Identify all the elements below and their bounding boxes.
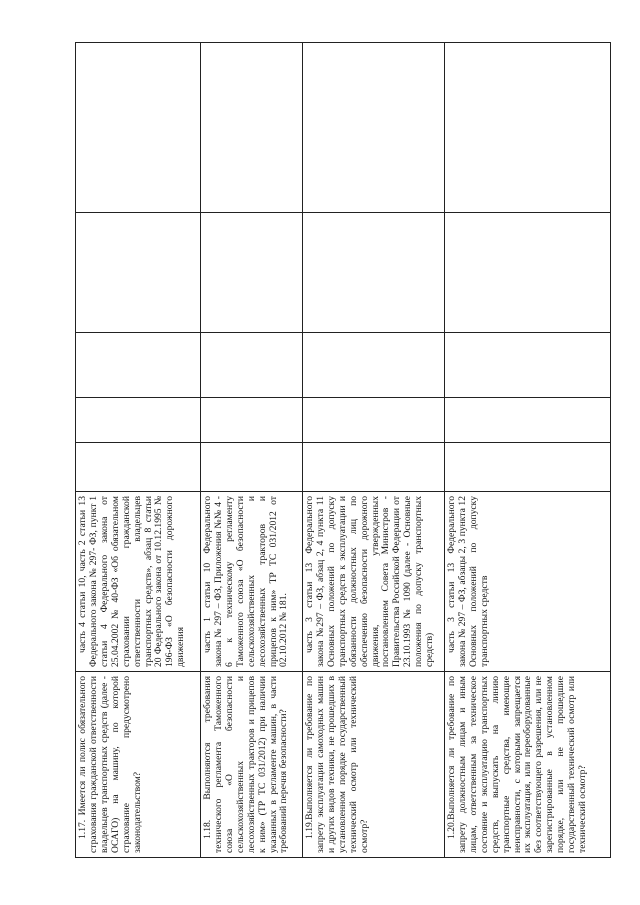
table-row xyxy=(445,43,611,858)
empty-cell xyxy=(76,443,201,492)
empty-cell xyxy=(201,213,303,333)
table-row xyxy=(76,43,201,858)
empty-cell xyxy=(201,333,303,398)
empty-cell xyxy=(201,43,303,213)
reference-text: часть 3 статьи 13 Федерального закона №297 – ФЗ, абзац 2, 4 пункта 11 Основных положений по допуску транспортных средств к эксплуатации и обязанности должностных лиц по обеспечению безопасности дорожного движения, утвержденных постановлением Совета Министров - Правительства Российской Федерации от 23.10.1993 № 1090 (далее - Основные положения по допуску транспортных средств) xyxy=(304,496,436,667)
table-row xyxy=(303,43,445,858)
empty-cell xyxy=(303,333,445,398)
rotated-table-wrapper xyxy=(75,43,610,858)
reference-cell xyxy=(201,492,303,672)
empty-cell xyxy=(445,333,611,398)
question-cell xyxy=(201,672,303,858)
reference-cell xyxy=(76,492,201,672)
empty-cell xyxy=(303,398,445,443)
question-cell xyxy=(445,672,611,858)
empty-cell xyxy=(201,398,303,443)
empty-cell xyxy=(445,398,611,443)
question-text: 1.17. Имеется ли полис обязательного страхования гражданской ответственности владельцев транспортных средств (далее - ОСАГО) на машину, по которой страхование предусмотрено законодательством? xyxy=(77,676,143,853)
empty-cell xyxy=(303,43,445,213)
question-text: 1.18. Выполняются требования технического регламента Таможенного союза «О безопасности сельскохозяйственных и лесохозяйственных тракторов и прицепов к ним» (ТР ТС 031/2012) при наличии указанных в регламенте машин, в части требований перечня безопасности? xyxy=(202,676,290,853)
reference-text: часть 3 статьи 13 Федерального закона № 297 – ФЗ, абзацы 2, 3 пункта 12 Основных положений по допуску транспортных средств xyxy=(446,496,490,667)
question-text: 1.20.Выполняется ли требование по запрету должностным лицам и иным лицам, ответственным за техническое состояние и эксплуатацию транспортных средств, выпускать на линию транспортные средства, имеющие неисправности, с которыми запрещается их эксплуатация, или переоборудованные без соответствующего разрешения, или не зарегистрированные в установленном порядке, или не прошедшие государственный технический осмотр или технический осмотр? xyxy=(446,676,589,853)
empty-cell xyxy=(76,43,201,213)
empty-cell xyxy=(76,213,201,333)
reference-cell xyxy=(303,492,445,672)
empty-cell xyxy=(445,43,611,213)
empty-cell xyxy=(445,213,611,333)
empty-cell xyxy=(303,443,445,492)
empty-cell xyxy=(303,213,445,333)
empty-cell xyxy=(76,333,201,398)
reference-cell xyxy=(445,492,611,672)
empty-cell xyxy=(76,398,201,443)
table-row xyxy=(201,43,303,858)
question-cell xyxy=(303,672,445,858)
empty-cell xyxy=(201,443,303,492)
question-text: 1.19.Выполняется ли требование по запрету эксплуатации самоходных машин и других видов техники, не прошедших в установленном порядке государственный технический осмотр или технический осмотр? xyxy=(304,676,370,853)
reference-text: часть 4 статьи 10, часть 2 статьи 13 Федерального закона № 297- ФЗ, пункт 1 статьи 4 Федерального закона от 25.04.2002 № 40-ФЗ «Об обязательном страховании гражданской ответственности владельцев транспортных средств», абзац 8 статьи 20 Федерального закона от 10.12.1995 № 196-ФЗ «О безопасности дорожного движения xyxy=(77,496,187,667)
question-cell xyxy=(76,672,201,858)
checklist-table xyxy=(75,42,611,858)
empty-cell xyxy=(445,443,611,492)
reference-text: часть 1 статьи 10 Федерального закона № 297 – ФЗ, Приложения №№ 4 - 6 к техническому регламенту Таможенного союза «О безопасности сельскохозяйственных и лесохозяйственных тракторов и прицепов к ним» ТР ТС 031/2012 от 02.10.2012 № 181. xyxy=(202,496,290,667)
